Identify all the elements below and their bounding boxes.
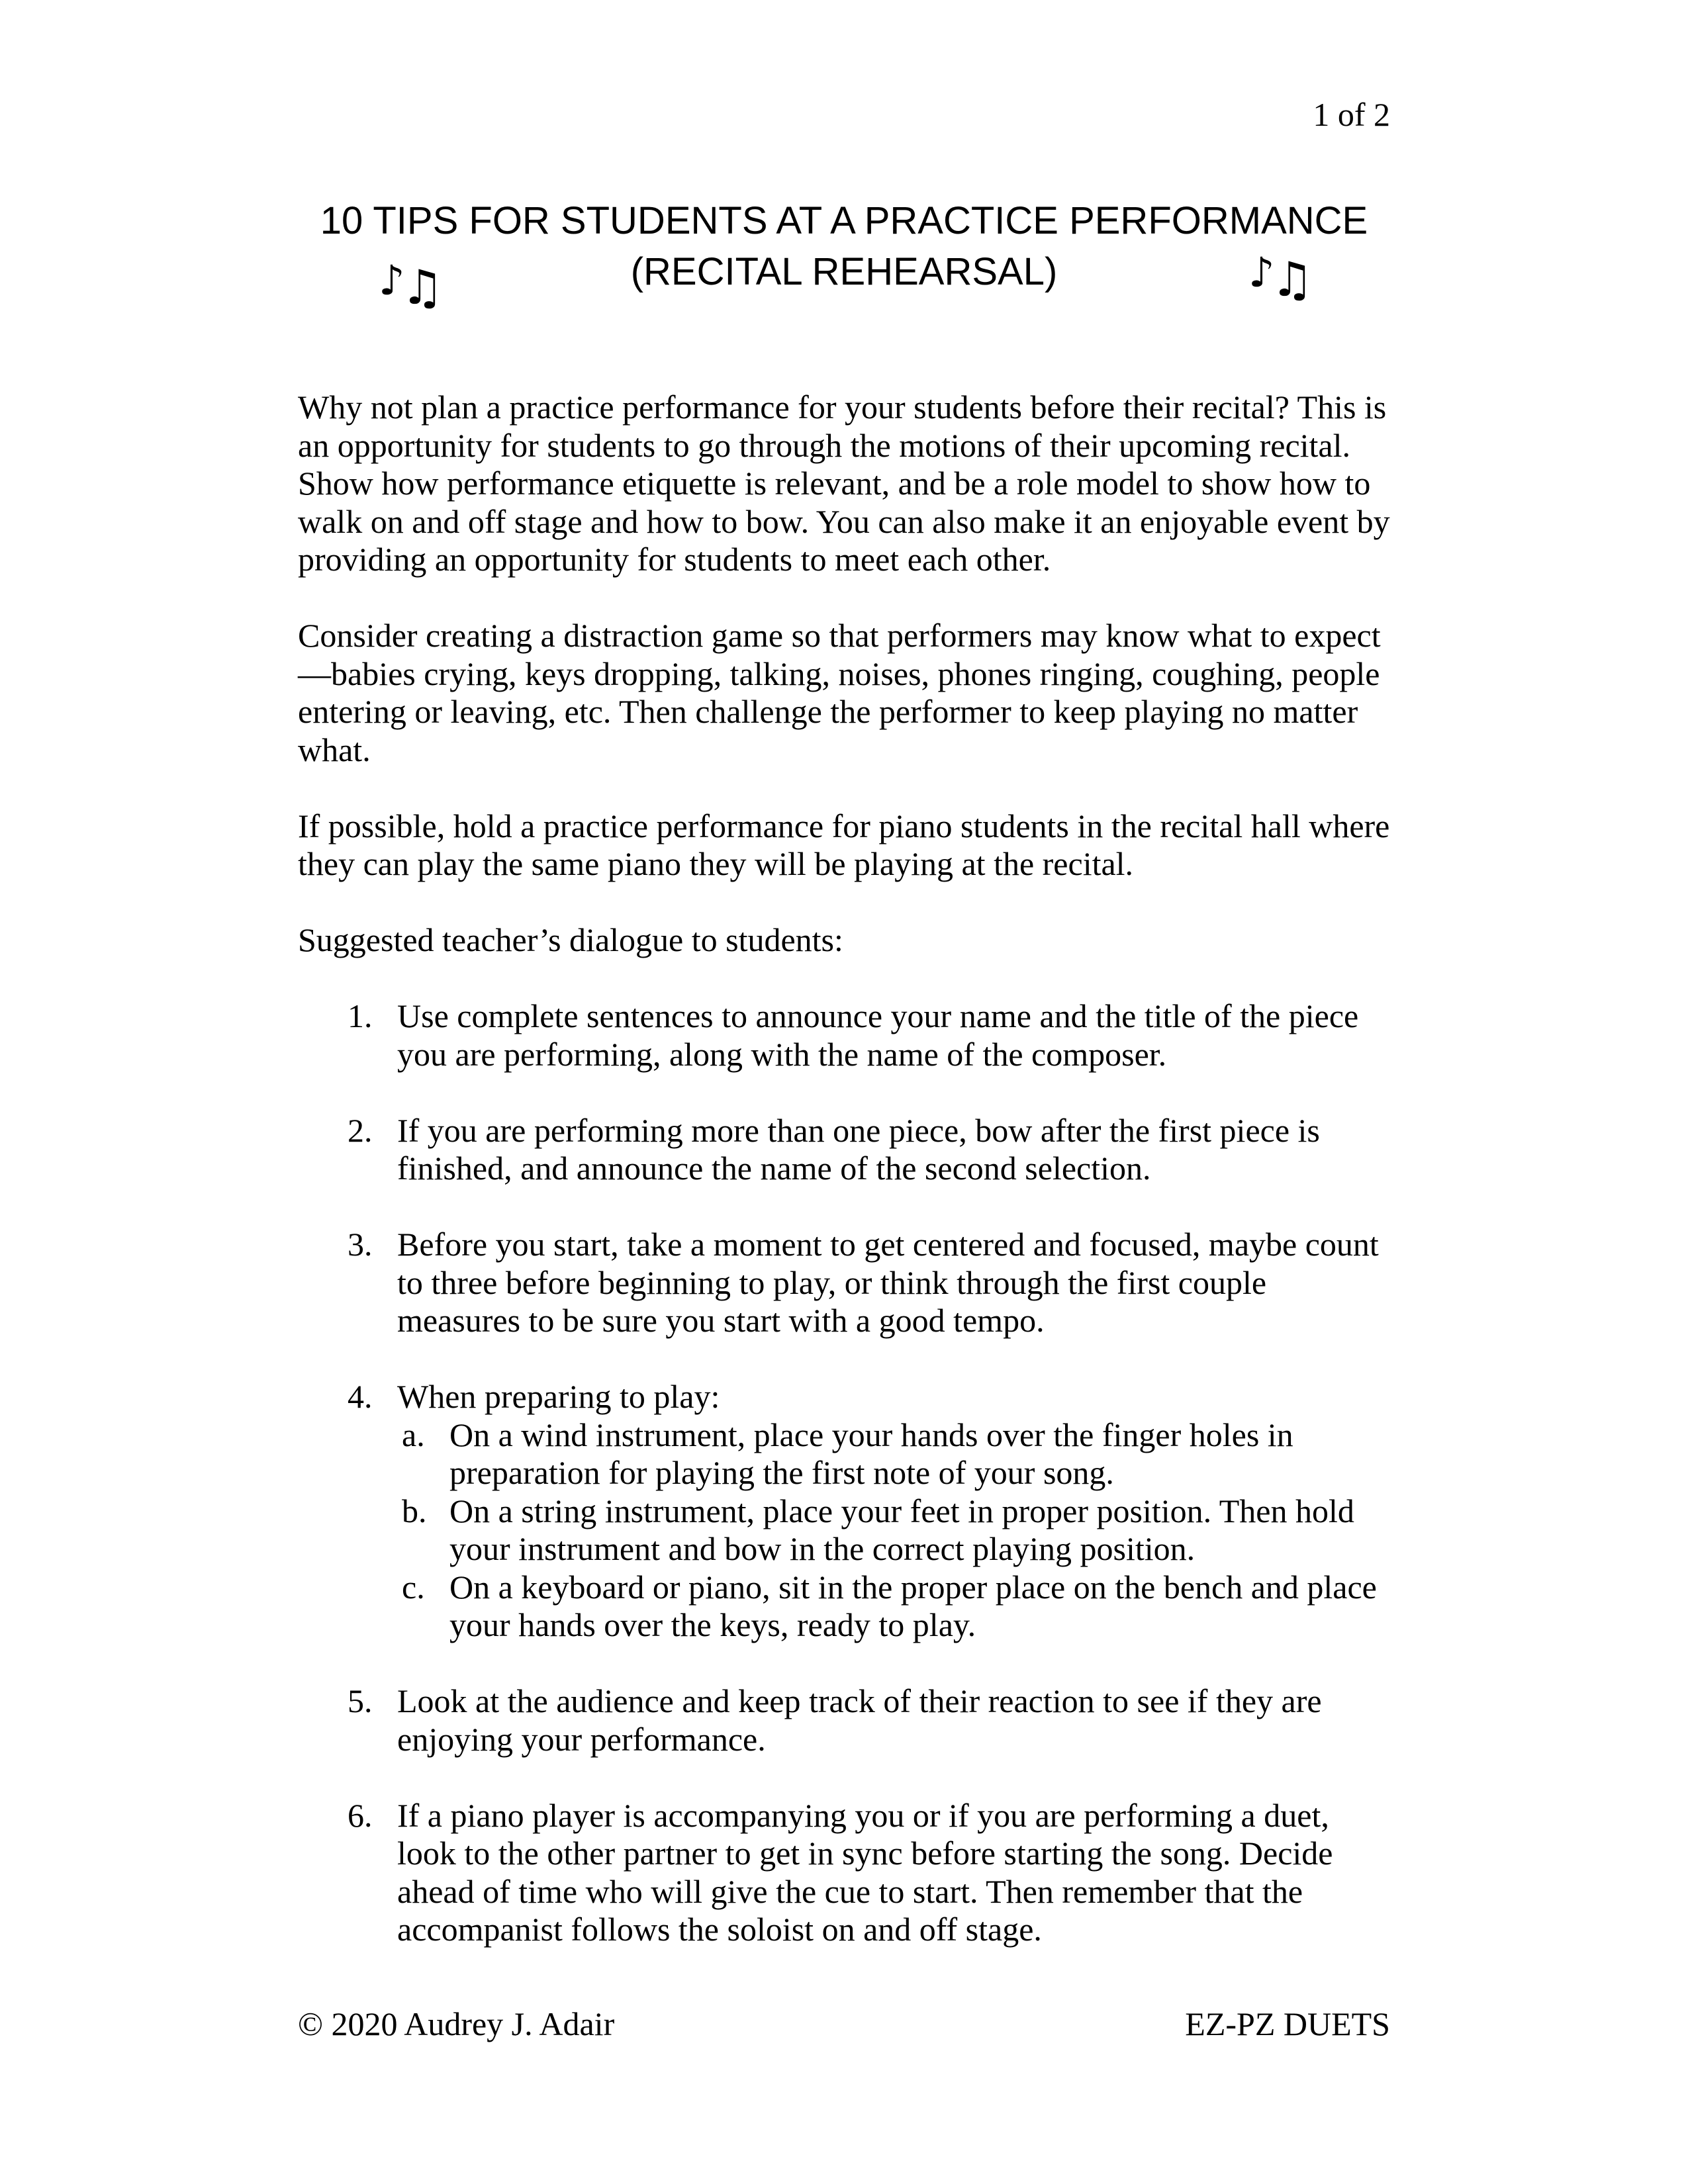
sub-item-text: On a keyboard or piano, sit in the proper place on the bench and place your hands over the keys, ready to play. [449,1568,1377,1643]
title-line-2: (RECITAL REHEARSAL) [630,250,1058,293]
sub-item-text: On a string instrument, place your feet in proper position. Then hold your instrument and bow in the correct playing position. [449,1492,1354,1567]
music-notes-icon-right [1248,246,1317,307]
list-item-3 [298,1226,1390,1340]
intro-paragraph-1: Why not plan a practice performance for your students before their recital? This is an opportunity for students to go through the motions of their upcoming recital. Show how performance etiquette is relevant, and be a role model to show how to walk on and off stage and how to bow. You can also make it an enjoyable event by providing an opportunity for students to meet each other. [298,388,1390,578]
sub-item-letter: b. [402,1492,427,1529]
tips-list [298,997,1390,1949]
list-item-4 [298,1378,1390,1645]
list-item-number: 5. [348,1682,373,1719]
dialogue-lead-in: Suggested teacher’s dialogue to students: [298,921,843,958]
list-item-number: 6. [348,1796,373,1834]
sub-item-b [397,1492,1390,1569]
sub-item-letter: a. [402,1416,425,1453]
list-item-number: 3. [348,1226,373,1263]
list-item-text: Look at the audience and keep track of their reaction to see if they are enjoying your performance. [397,1682,1322,1758]
sub-item-a [397,1416,1390,1492]
document-title [0,195,1688,297]
document-body [298,388,1390,1949]
title-line-1: 10 TIPS FOR STUDENTS AT A PRACTICE PERFORMANCE [320,199,1368,242]
beamed-notes-icon: ♫ [1270,251,1314,307]
eighth-note-icon: ♪ [379,256,405,304]
list-item-text: Before you start, take a moment to get centered and focused, maybe count to three before beginning to play, or think through the first couple measures to be sure you start with a good tempo. [397,1226,1379,1339]
page-number: 1 of 2 [1313,96,1390,133]
list-item-4-heading: When preparing to play: [397,1378,720,1415]
page-footer [298,2005,1390,2044]
list-item-number: 2. [348,1111,373,1149]
list-item-text: Use complete sentences to announce your name and the title of the piece you are performing, along with the name of the composer. [397,997,1359,1073]
music-notes-icon-left [379,254,447,315]
list-item-6 [298,1797,1390,1949]
list-item-5 [298,1682,1390,1758]
eighth-note-icon: ♪ [1248,248,1275,296]
list-item-2 [298,1112,1390,1188]
intro-paragraph-3: If possible, hold a practice performance for piano students in the recital hall where they can play the same piano they will be playing at the recital. [298,807,1390,882]
copyright-text: © 2020 Audrey J. Adair [298,2005,615,2042]
list-item-number: 4. [348,1378,373,1415]
sub-list [397,1416,1390,1645]
series-name: EZ-PZ DUETS [1185,2005,1390,2042]
intro-paragraph-2: Consider creating a distraction game so that performers may know what to expect—babies crying, keys dropping, talking, noises, phones ringing, coughing, people entering or leaving, etc. Then challenge the performer to keep playing no matter what. [298,617,1381,768]
list-item-text: If you are performing more than one piece, bow after the first piece is finished, and announce the name of the second selection. [397,1111,1320,1187]
list-item-number: 1. [348,997,373,1034]
list-item-text [397,1378,1390,1645]
sub-item-text: On a wind instrument, place your hands over the finger holes in preparation for playing the first note of your song. [449,1416,1293,1491]
sub-item-c [397,1569,1390,1645]
list-item-text: If a piano player is accompanying you or if you are performing a duet, look to the other partner to get in sync before starting the song. Decide ahead of time who will give the cue to start. Then remember that the accompanist follows the soloist on and off stage. [397,1796,1333,1948]
beamed-notes-icon: ♫ [400,259,444,315]
list-item-1 [298,997,1390,1073]
sub-item-letter: c. [402,1568,425,1606]
